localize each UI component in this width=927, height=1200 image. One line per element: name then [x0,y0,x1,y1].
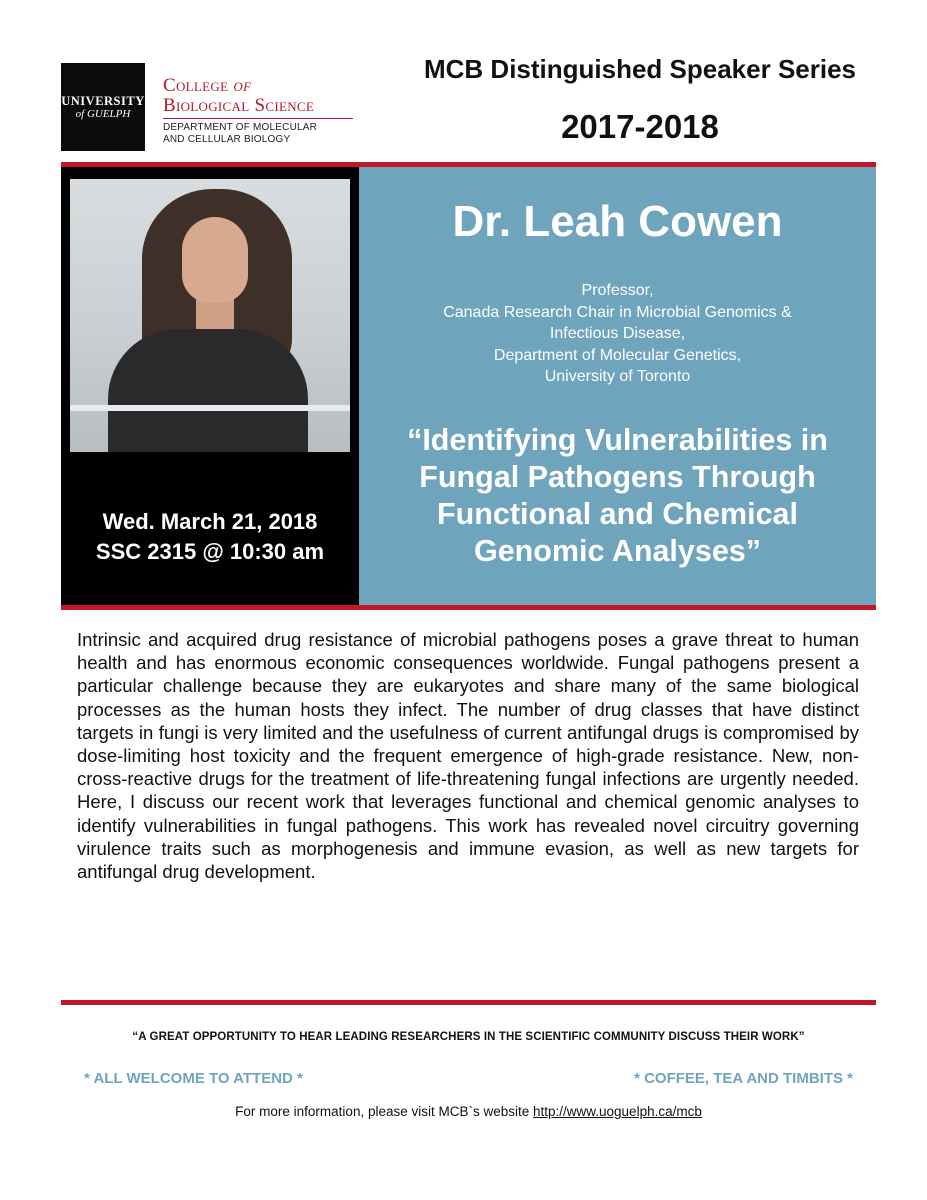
affiliation-line: Canada Research Chair in Microbial Genomics & [443,303,792,321]
middle-divider [61,605,876,610]
affiliation-line: Department of Molecular Genetics, [493,346,742,364]
affiliation-line: Infectious Disease, [549,325,686,342]
bottom-divider [61,1000,876,1005]
college-line1: College of [163,75,252,96]
college-divider [163,118,353,119]
college-line2: Biological Science [163,95,315,116]
refreshments-note: * COFFEE, TEA AND TIMBITS * [634,1070,853,1087]
opportunity-quote: “A GREAT OPPORTUNITY TO HEAR LEADING RESEARCHERS IN THE SCIENTIFIC COMMUNITY DISCUSS THEIR WORK” [132,1031,805,1043]
university-logo-line1: UNIVERSITY [61,93,145,108]
speaker-info-panel [359,167,876,605]
speaker-photo-panel [61,167,359,605]
talk-title [367,422,868,570]
series-year: 2017-2018 [561,108,719,145]
speaker-photo [70,179,350,452]
university-logo-line2: of GUELPH [75,107,131,120]
college-wordmark [163,76,363,146]
talk-title-line: Functional and Chemical [437,497,798,531]
event-location-time: SSC 2315 @ 10:30 am [95,539,325,564]
department-line2: AND CELLULAR BIOLOGY [163,134,291,145]
speaker-affiliation [359,280,876,388]
university-logo [61,63,145,151]
talk-title-line: Genomic Analyses” [473,534,762,568]
more-info-text: For more information, please visit MCB`s website [235,1104,533,1119]
talk-abstract: Intrinsic and acquired drug resistance of microbial pathogens poses a grave threat to human health and has enormous economic consequences worldwide. Fungal pathogens present a particular challenge because they are eukaryotes and share many of the same biological processes as the human hosts they infect. The number of drug classes that have distinct targets in fungi is very limited and the usefulness of current antifungal drugs is compromised by dose-limiting host toxicity and the frequent emergence of high-grade resistance. New, non-cross-reactive drugs for the treatment of life-threatening fungal infections are urgently needed. Here, I discuss our recent work that leverages functional and chemical genomic analyses to identify vulnerabilities in fungal pathogens. This work has revealed novel circuitry governing virulence traits such as morphogenesis and immune evasion, as well as new targets for antifungal drug development. [77,629,859,883]
more-info [61,1104,876,1119]
event-date: Wed. March 21, 2018 [102,509,318,534]
affiliation-line: Professor, [581,282,654,299]
speaker-name: Dr. Leah Cowen [452,197,783,246]
mcb-website-link[interactable]: http://www.uoguelph.ca/mcb [533,1104,702,1119]
series-title: MCB Distinguished Speaker Series [423,54,857,84]
department-line1: DEPARTMENT OF MOLECULAR [163,122,318,133]
all-welcome-note: * ALL WELCOME TO ATTEND * [84,1070,303,1087]
talk-title-line: “Identifying Vulnerabilities in [407,423,828,457]
talk-title-line: Fungal Pathogens Through [419,460,816,494]
affiliation-line: University of Toronto [544,368,691,385]
